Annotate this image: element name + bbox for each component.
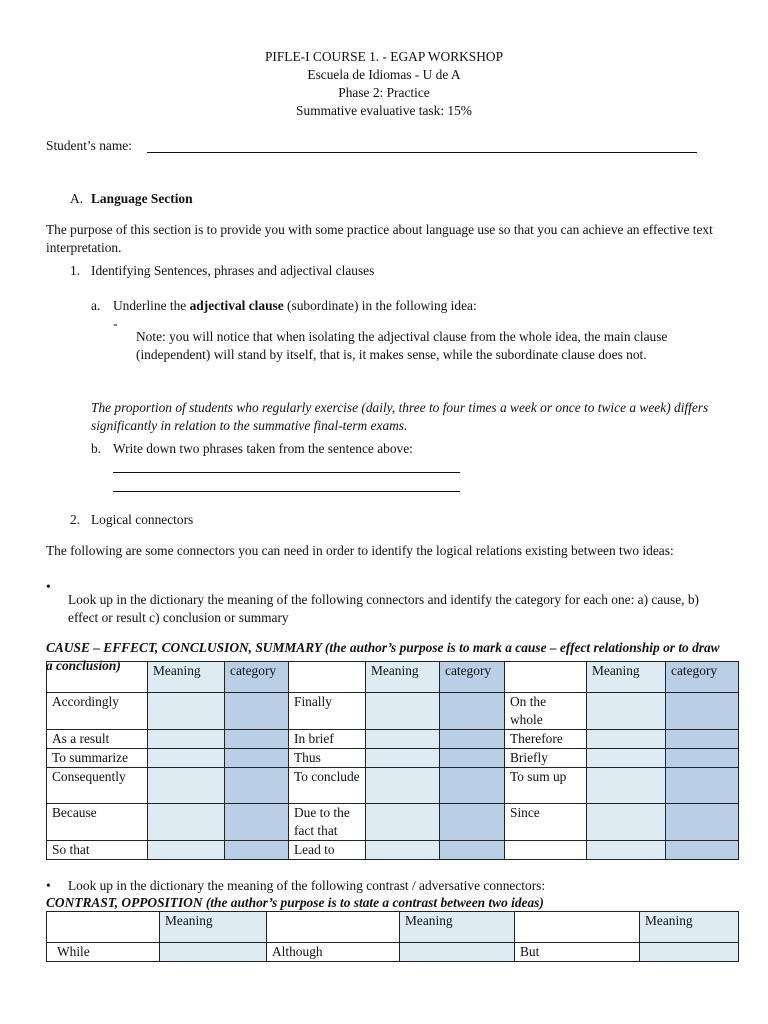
student-name-line[interactable] (147, 152, 697, 153)
meaning-cell[interactable] (366, 804, 440, 841)
item1a-note: Note: you will notice that when isolating the adjectival clause from the whole idea, the main clause (independent) will stand by itself, that is, it makes sense, while the subordinate clause does not. (136, 329, 668, 363)
category-cell[interactable] (440, 693, 505, 730)
bullet-instruction-2: Look up in the dictionary the meaning of the following contrast / adversative connectors: (68, 878, 546, 893)
bullet-marker: • (46, 579, 51, 594)
connector-cell: To summarize (47, 749, 148, 768)
section-a-letter: A. (70, 191, 84, 206)
header-meaning: Meaning (400, 912, 515, 943)
item2-number: 2. (70, 512, 81, 527)
table-row (47, 768, 739, 804)
category-cell[interactable] (225, 693, 289, 730)
meaning-cell[interactable] (400, 943, 515, 962)
category-cell[interactable] (225, 730, 289, 749)
header-category: category (666, 662, 739, 693)
connector-cell: Because (47, 804, 148, 841)
connector-cell: Finally (289, 693, 366, 730)
category-cell[interactable] (666, 768, 739, 804)
meaning-cell[interactable] (366, 749, 440, 768)
meaning-cell[interactable] (366, 768, 440, 804)
item1-number: 1. (70, 263, 81, 278)
contrast-heading: CONTRAST, OPPOSITION (the author’s purpose is to state a contrast between two ideas) (46, 895, 544, 910)
item1-title: Identifying Sentences, phrases and adjectival clauses (91, 263, 375, 278)
connector-cell: So that (47, 841, 148, 860)
table-row (47, 943, 739, 962)
connector-cell: Consequently (47, 768, 148, 804)
connector-cell (505, 841, 587, 860)
meaning-cell[interactable] (148, 841, 225, 860)
category-cell[interactable] (440, 730, 505, 749)
category-cell[interactable] (666, 841, 739, 860)
table-row (47, 841, 739, 860)
cause-table-heading: CAUSE – EFFECT, CONCLUSION, SUMMARY (the author’s purpose is to mark a cause – effect relationship or to draw a conclusion) (46, 640, 720, 674)
header-meaning: Meaning (148, 662, 225, 693)
cause-effect-table (46, 661, 739, 860)
connector-cell: On the whole (505, 693, 587, 730)
meaning-cell[interactable] (366, 693, 440, 730)
section-a-purpose: The purpose of this section is to provide you with some practice about language use so that you can achieve an effective text interpretation. (46, 222, 713, 256)
example-sentence: The proportion of students who regularly exercise (daily, three to four times a week or once to twice a week) differs significantly in relation to the summative final-term exams. (91, 400, 709, 434)
category-cell[interactable] (440, 804, 505, 841)
table-row (47, 693, 739, 730)
school-name: Escuela de Idiomas - U de A (307, 67, 461, 82)
header-meaning: Meaning (640, 912, 739, 943)
category-cell[interactable] (225, 804, 289, 841)
phase-label: Phase 2: Practice (338, 85, 430, 100)
category-cell[interactable] (666, 693, 739, 730)
header-meaning: Meaning (366, 662, 440, 693)
connector-cell: As a result (47, 730, 148, 749)
meaning-cell[interactable] (587, 693, 666, 730)
answer-line-2[interactable] (113, 491, 460, 492)
student-name-label: Student’s name: (46, 138, 132, 153)
meaning-cell[interactable] (587, 841, 666, 860)
connector-cell: Therefore (505, 730, 587, 749)
connector-cell: Lead to (289, 841, 366, 860)
meaning-cell[interactable] (587, 804, 666, 841)
meaning-cell[interactable] (148, 804, 225, 841)
connector-cell: Briefly (505, 749, 587, 768)
table-header-row (47, 912, 739, 943)
connector-cell: To sum up (505, 768, 587, 804)
connector-cell: In brief (289, 730, 366, 749)
meaning-cell[interactable] (148, 693, 225, 730)
meaning-cell[interactable] (148, 749, 225, 768)
table-row (47, 730, 739, 749)
category-cell[interactable] (666, 804, 739, 841)
meaning-cell[interactable] (148, 768, 225, 804)
item2-title: Logical connectors (91, 512, 194, 527)
meaning-cell[interactable] (366, 730, 440, 749)
header-category: category (225, 662, 289, 693)
connector-cell: Due to the fact that (289, 804, 366, 841)
category-cell[interactable] (666, 749, 739, 768)
table-header-row (47, 662, 739, 693)
item1b-instruction: Write down two phrases taken from the sentence above: (113, 441, 413, 456)
category-cell[interactable] (225, 841, 289, 860)
connector-cell: While (47, 943, 160, 962)
note-dash: - (113, 316, 118, 331)
item1a-letter: a. (91, 298, 101, 313)
doc-title: PIFLE-I COURSE 1. - EGAP WORKSHOP (264, 49, 504, 64)
table-row (47, 749, 739, 768)
category-cell[interactable] (440, 768, 505, 804)
meaning-cell[interactable] (366, 841, 440, 860)
section-a-title: Language Section (91, 191, 193, 206)
category-cell[interactable] (225, 749, 289, 768)
header-meaning: Meaning (587, 662, 666, 693)
meaning-cell[interactable] (640, 943, 739, 962)
connector-cell: But (515, 943, 640, 962)
item1a-instruction: Underline the adjectival clause (subordinate) in the following idea: (113, 298, 477, 313)
meaning-cell[interactable] (148, 730, 225, 749)
table-row (47, 804, 739, 841)
connector-cell: To conclude (289, 768, 366, 804)
meaning-cell[interactable] (587, 749, 666, 768)
task-weight: Summative evaluative task: 15% (296, 103, 472, 118)
header-meaning: Meaning (160, 912, 267, 943)
item1b-letter: b. (91, 441, 102, 456)
bullet-marker: • (46, 878, 51, 893)
connector-cell: Accordingly (47, 693, 148, 730)
connector-cell: Thus (289, 749, 366, 768)
bullet-instruction-1: Look up in the dictionary the meaning of the following connectors and identify the category for each one: a) cause, b) effect or result c) conclusion or summary (68, 592, 700, 626)
meaning-cell[interactable] (587, 768, 666, 804)
item2-intro: The following are some connectors you can need in order to identify the logical relations existing between two ideas: (46, 543, 674, 559)
contrast-table (46, 911, 739, 962)
category-cell[interactable] (440, 749, 505, 768)
answer-line-1[interactable] (113, 472, 460, 473)
meaning-cell[interactable] (160, 943, 267, 962)
category-cell[interactable] (225, 768, 289, 804)
connector-cell: Since (505, 804, 587, 841)
category-cell[interactable] (440, 841, 505, 860)
connector-cell: Although (267, 943, 400, 962)
meaning-cell[interactable] (587, 730, 666, 749)
category-cell[interactable] (666, 730, 739, 749)
header-category: category (440, 662, 505, 693)
